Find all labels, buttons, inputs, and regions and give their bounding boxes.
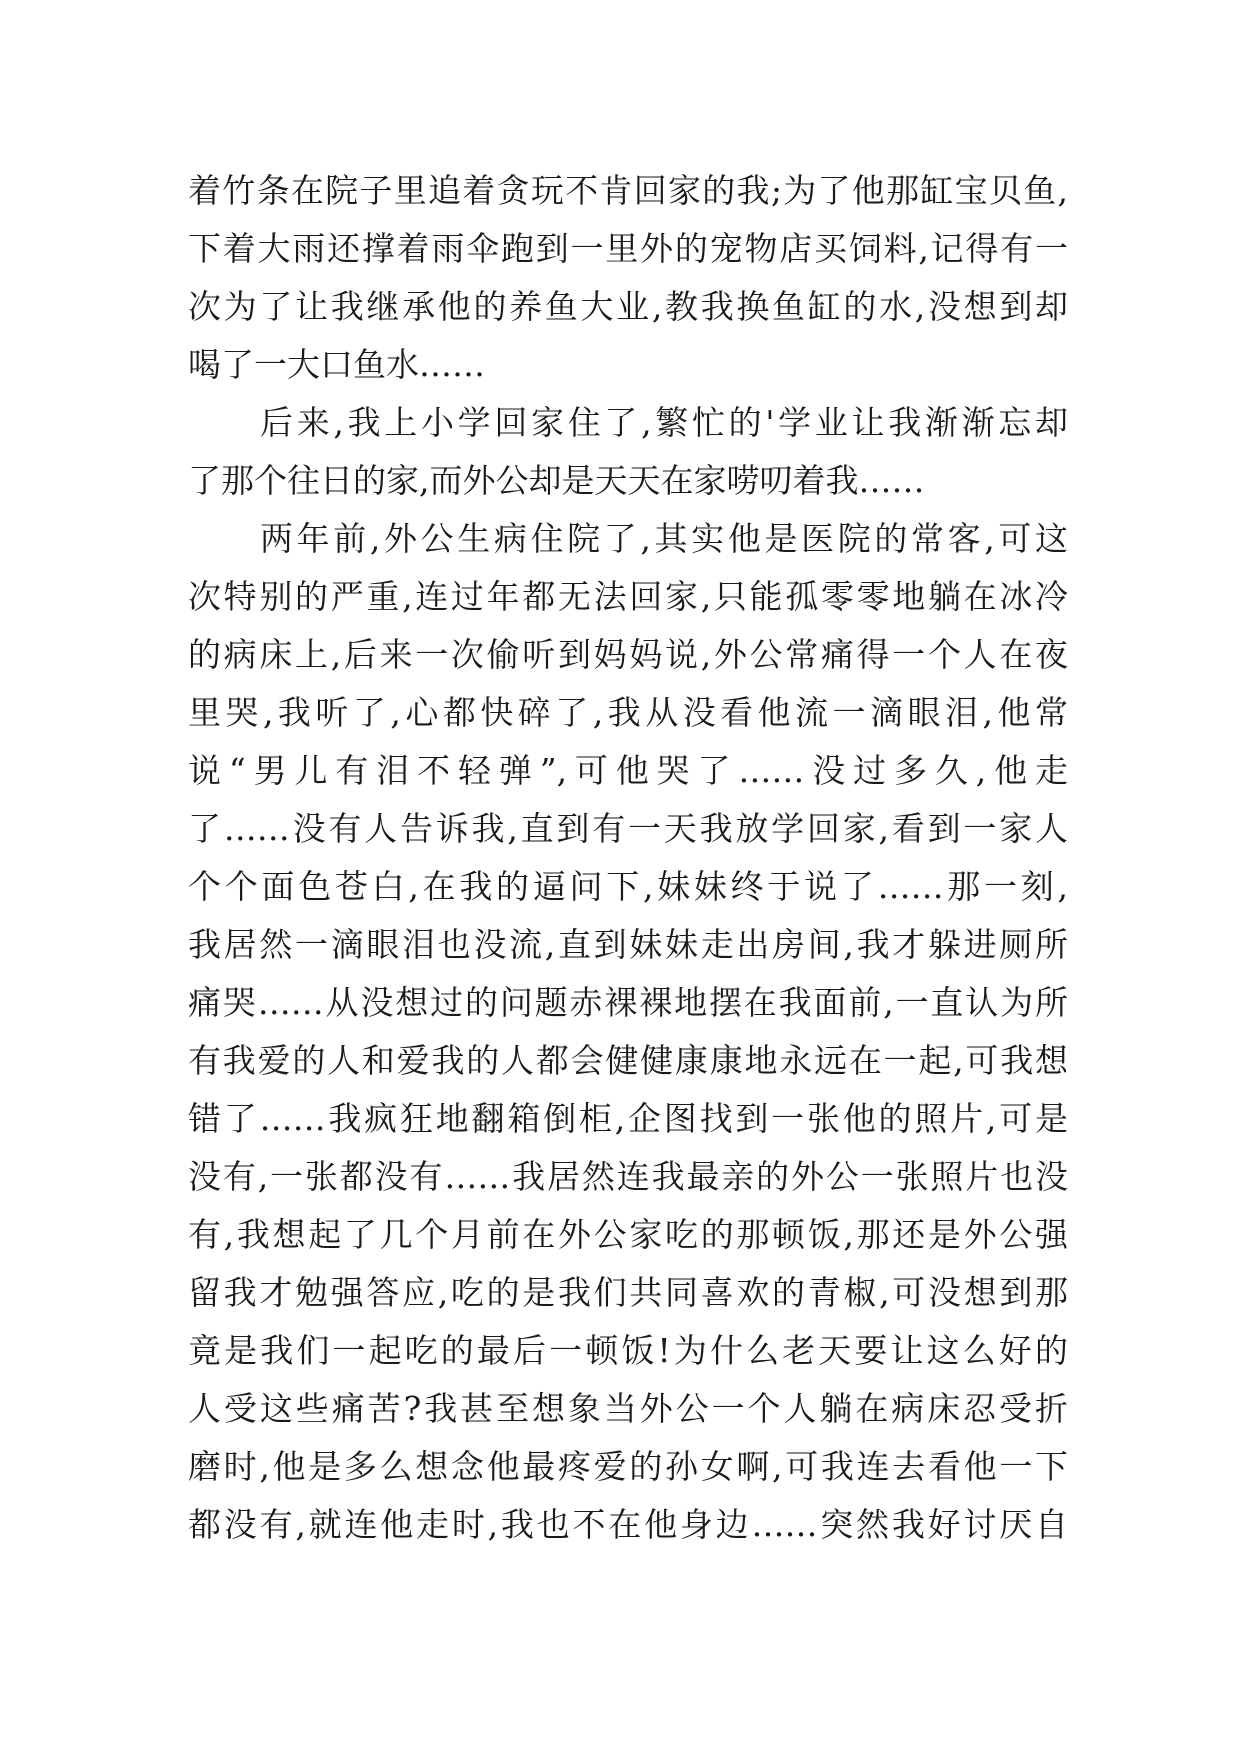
text-line: 竟是我们一起吃的最后一顿饭!为什么老天要让这么好的 xyxy=(188,1331,1068,1370)
text-line: 说“男儿有泪不轻弹”,可他哭了……没过多久,他走 xyxy=(188,751,1068,790)
body-text xyxy=(188,162,1068,1554)
text-line: 次特别的严重,连过年都无法回家,只能孤零零地躺在冰冷 xyxy=(188,577,1068,616)
text-line: 个个面色苍白,在我的逼问下,妹妹终于说了……那一刻, xyxy=(188,867,1068,906)
text-line: 我居然一滴眼泪也没流,直到妹妹走出房间,我才躲进厕所 xyxy=(188,925,1068,964)
text-line: 后来,我上小学回家住了,繁忙的'学业让我渐渐忘却 xyxy=(260,403,1068,442)
text-line: 了……没有人告诉我,直到有一天我放学回家,看到一家人 xyxy=(188,809,1068,848)
text-line: 下着大雨还撑着雨伞跑到一里外的宠物店买饲料,记得有一 xyxy=(188,229,1068,268)
text-line: 都没有,就连他走时,我也不在他身边……突然我好讨厌自 xyxy=(188,1505,1068,1544)
text-line: 里哭,我听了,心都快碎了,我从没看他流一滴眼泪,他常 xyxy=(188,693,1068,732)
text-line: 没有,一张都没有……我居然连我最亲的外公一张照片也没 xyxy=(188,1157,1068,1196)
text-line: 错了……我疯狂地翻箱倒柜,企图找到一张他的照片,可是 xyxy=(188,1099,1068,1138)
text-line: 着竹条在院子里追着贪玩不肯回家的我;为了他那缸宝贝鱼, xyxy=(188,171,1068,210)
text-line: 两年前,外公生病住院了,其实他是医院的常客,可这 xyxy=(260,519,1068,558)
text-line: 痛哭……从没想过的问题赤裸裸地摆在我面前,一直认为所 xyxy=(188,983,1068,1022)
text-line: 磨时,他是多么想念他最疼爱的孙女啊,可我连去看他一下 xyxy=(188,1447,1068,1486)
text-line: 的病床上,后来一次偷听到妈妈说,外公常痛得一个人在夜 xyxy=(188,635,1068,674)
text-line: 次为了让我继承他的养鱼大业,教我换鱼缸的水,没想到却 xyxy=(188,287,1068,326)
text-line: 人受这些痛苦?我甚至想象当外公一个人躺在病床忍受折 xyxy=(188,1389,1068,1428)
text-line: 喝了一大口鱼水…… xyxy=(188,345,485,384)
text-line: 有,我想起了几个月前在外公家吃的那顿饭,那还是外公强 xyxy=(188,1215,1068,1254)
text-line: 了那个往日的家,而外公却是天天在家唠叨着我…… xyxy=(188,461,925,500)
text-line: 有我爱的人和爱我的人都会健健康康地永远在一起,可我想 xyxy=(188,1041,1068,1080)
text-line: 留我才勉强答应,吃的是我们共同喜欢的青椒,可没想到那 xyxy=(188,1273,1068,1312)
